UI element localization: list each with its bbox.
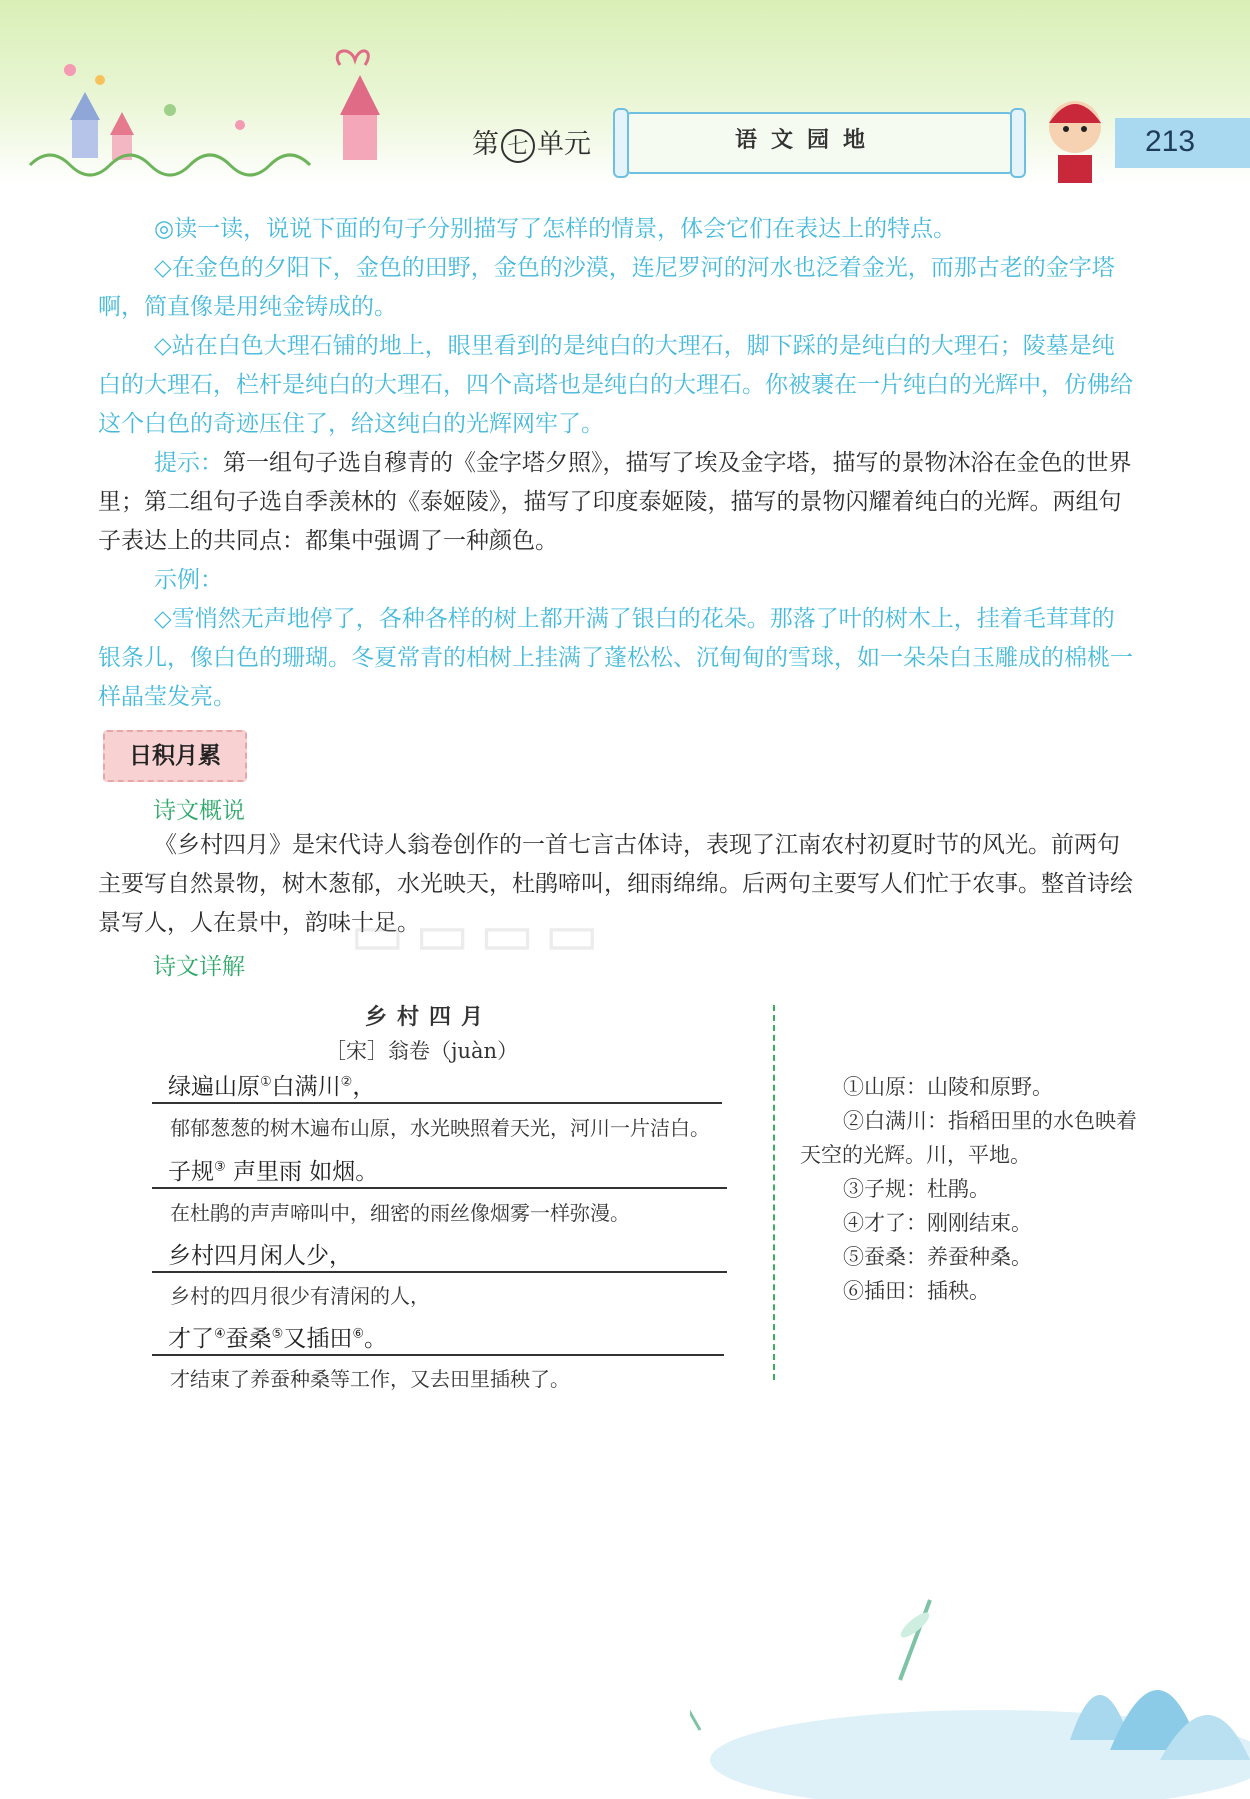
example-label: 示例： [154, 567, 223, 593]
column-divider [773, 1005, 775, 1380]
unit-prefix: 第 [472, 129, 499, 160]
footnote-marker: ⑥ [352, 1326, 364, 1342]
unit-suffix: 单元 [537, 129, 591, 160]
reading-sentence-2: ◇站在白色大理石铺的地上，眼里看到的是纯白的大理石，脚下踩的是纯白的大理石；陵墓是纯白的大理石，栏杆是纯白的大理石，四个高塔也是纯白的大理石。你被裹在一片纯白的光辉中，仿佛给这个白色的奇迹压住了，给这纯白的光辉网牢了。 [98, 333, 1133, 437]
poem-line-4-part: 又插田 [283, 1326, 353, 1352]
poem-line-4-part: 蚕桑 [225, 1326, 272, 1352]
accumulate-badge: 日积月累 [103, 730, 247, 782]
unit-label [472, 122, 591, 163]
reading-instruction: ◎读一读，说说下面的句子分别描写了怎样的情景，体会它们在表达上的特点。 [154, 216, 957, 242]
poem-translation-4: 才结束了养蚕种桑等工作，又去田里插秧了。 [170, 1367, 570, 1391]
note-6: ⑥插田：插秧。 [843, 1279, 990, 1303]
page-number: 213 [1145, 125, 1196, 158]
note-1: ①山原：山陵和原野。 [843, 1075, 1053, 1099]
poem-line-2-part: 声里雨 如烟。 [225, 1159, 379, 1185]
underline [152, 1187, 727, 1189]
poem-line-2-part: 子规 [168, 1159, 214, 1185]
student-avatar-icon [1030, 85, 1120, 185]
note-4: ④才了：刚刚结束。 [843, 1211, 1032, 1235]
poem-line-4-part: 才了 [168, 1326, 214, 1352]
poem-line-1-part: 绿遍山原 [168, 1074, 260, 1100]
poem-line-1-part: ， [352, 1074, 376, 1100]
hint-text: 第一组句子选自穆青的《金字塔夕照》，描写了埃及金字塔，描写的景物沐浴在金色的世界里；第二组句子选自季羡林的《泰姬陵》，描写了印度泰姬陵，描写的景物闪耀着纯白的光辉。两组句子表达上的共同点：都集中强调了一种颜色。 [98, 450, 1132, 554]
poem-line-4 [168, 1320, 387, 1353]
poem-line-1-part: 白满川 [271, 1074, 341, 1100]
footnote-marker: ④ [214, 1326, 226, 1342]
poem-line-1 [168, 1068, 375, 1101]
underline [152, 1354, 724, 1356]
reading-hint [98, 444, 1133, 561]
hint-label: 提示： [154, 450, 223, 476]
section-title: 语文园地 [735, 127, 880, 153]
banner-right-end [1010, 108, 1026, 178]
poem-title: 乡村四月 [365, 1004, 494, 1030]
reading-sentence-1: ◇在金色的夕阳下，金色的田野，金色的沙漠，连尼罗河的河水也泛着金光，而那古老的金字塔啊，简直像是用纯金铸成的。 [98, 255, 1115, 320]
poem-translation-3: 乡村的四月很少有清闲的人， [170, 1284, 430, 1308]
poem-translation-2: 在杜鹃的声声啼叫中，细密的雨丝像烟雾一样弥漫。 [170, 1201, 630, 1225]
house-decoration-icon [10, 40, 390, 185]
unit-number: 七 [501, 129, 535, 163]
footnote-marker: ③ [214, 1159, 226, 1175]
poem-translation-1: 郁郁葱葱的树木遍布山原，水光映照着天光，河川一片洁白。 [170, 1116, 710, 1140]
note-3: ③子规：杜鹃。 [843, 1177, 990, 1201]
overview-heading: 诗文概说 [153, 798, 245, 824]
banner-left-end [613, 108, 629, 178]
detail-heading: 诗文详解 [153, 954, 245, 980]
water-lily-dragonfly-icon [690, 1560, 1250, 1799]
note-5: ⑤蚕桑：养蚕种桑。 [843, 1245, 1032, 1269]
footnote-marker: ⑤ [271, 1326, 284, 1342]
poem-line-3: 乡村四月闲人少， [168, 1243, 352, 1269]
footnote-marker: ② [340, 1074, 353, 1090]
footnote-marker: ① [260, 1074, 272, 1090]
poem-author: ［宋］翁卷（juàn） [325, 1039, 519, 1063]
watermark-shape: ▭▭▭▭ [350, 900, 610, 968]
underline [152, 1102, 722, 1104]
example-text: ◇雪悄然无声地停了，各种各样的树上都开满了银白的花朵。那落了叶的树木上，挂着毛茸茸的银条儿，像白色的珊瑚。冬夏常青的柏树上挂满了蓬松松、沉甸甸的雪球，如一朵朵白玉雕成的棉桃一样晶莹发亮。 [98, 606, 1133, 710]
overview-text: 《乡村四月》是宋代诗人翁卷创作的一首七言古体诗，表现了江南农村初夏时节的风光。前两句主要写自然景物，树木葱郁，水光映天，杜鹃啼叫，细雨绵绵。后两句主要写人们忙于农事。整首诗绘景写人，人在景中，韵味十足。 [98, 832, 1133, 936]
note-2: ②白满川：指稻田里的水色映着天空的光辉。川，平地。 [800, 1109, 1137, 1167]
poem-line-4-part: 。 [363, 1326, 387, 1352]
underline [152, 1271, 727, 1273]
poem-line-2 [168, 1153, 378, 1186]
